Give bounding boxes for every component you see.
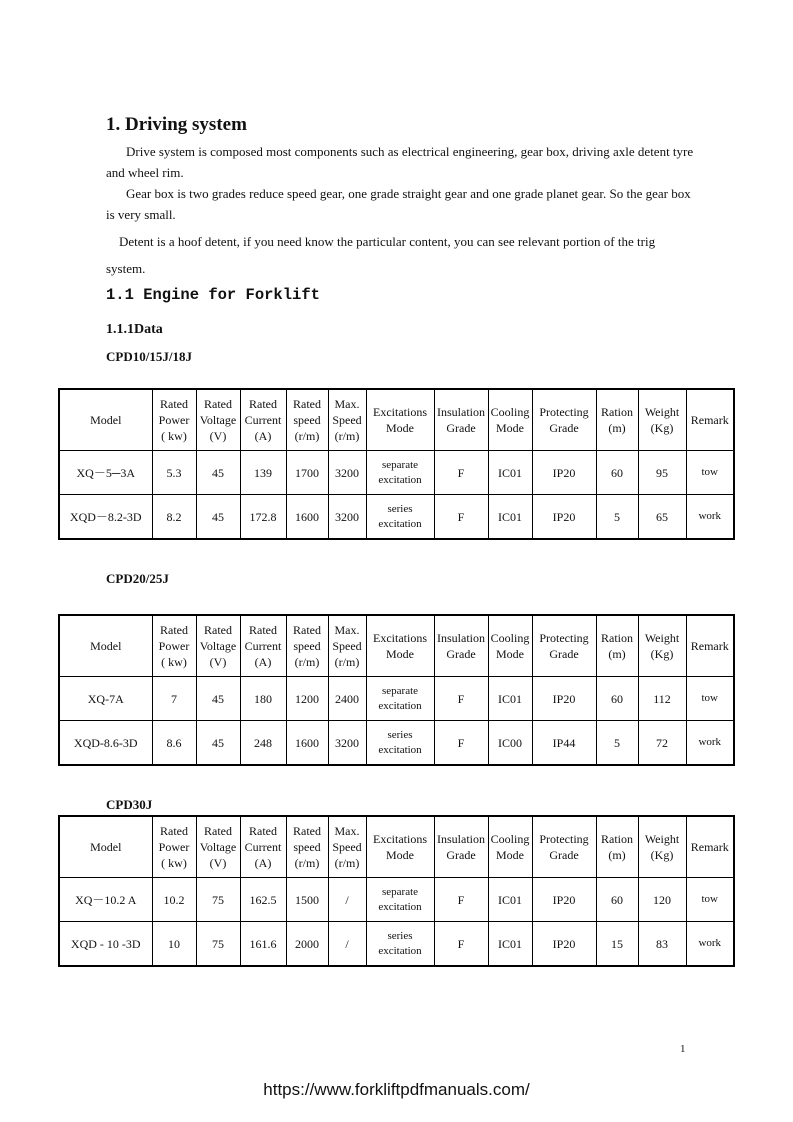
cell-power: 8.6 [152,721,196,766]
cell-ration: 60 [596,677,638,721]
cell-voltage: 75 [196,922,240,967]
header-insulation-grade: Insulation Grade [434,389,488,451]
cell-excitation: series excitation [366,922,434,967]
spec-table-cpd10 [58,388,735,540]
header-max-speed: Max. Speed (r/m) [328,615,366,677]
table-title-cpd20: CPD20/25J [106,571,169,586]
footer-url-link[interactable]: https://www.forkliftpdfmanuals.com/ [263,1080,530,1099]
header-weight: Weight (Kg) [638,816,686,878]
cell-ration: 5 [596,721,638,766]
cell-protecting: IP20 [532,677,596,721]
cell-rated-speed: 1500 [286,878,328,922]
header-cooling-mode: Cooling Mode [488,615,532,677]
cell-voltage: 75 [196,878,240,922]
header-ration: Ration (m) [596,816,638,878]
page-number: 1 [680,1043,686,1055]
cell-power: 10 [152,922,196,967]
cell-model: XQD－8.2-3D [59,495,152,540]
table-row [59,677,734,721]
cell-remark: tow [686,677,734,721]
cell-max-speed: 3200 [328,495,366,540]
header-rated-voltage: Rated Voltage (V) [196,389,240,451]
cell-weight: 65 [638,495,686,540]
cell-weight: 83 [638,922,686,967]
cell-excitation: series excitation [366,721,434,766]
cell-max-speed: 3200 [328,721,366,766]
header-rated-current: Rated Current (A) [240,389,286,451]
cell-protecting: IP20 [532,922,596,967]
cell-weight: 72 [638,721,686,766]
cell-power: 8.2 [152,495,196,540]
cell-power: 5.3 [152,451,196,495]
header-rated-speed: Rated speed (r/m) [286,816,328,878]
cell-model: XQ－5─3A [59,451,152,495]
cell-model: XQ－10.2 A [59,878,152,922]
cell-cooling: IC01 [488,451,532,495]
cell-rated-speed: 1600 [286,721,328,766]
cell-insulation: F [434,878,488,922]
cell-current: 162.5 [240,878,286,922]
cell-insulation: F [434,677,488,721]
paragraph-detent: Detent is a hoof detent, if you need know the particular content, you can see relevant portion of the trig system. [106,234,656,276]
header-insulation-grade: Insulation Grade [434,615,488,677]
cell-cooling: IC01 [488,922,532,967]
cell-excitation: series excitation [366,495,434,540]
cell-current: 172.8 [240,495,286,540]
cell-remark: tow [686,878,734,922]
header-max-speed: Max. Speed (r/m) [328,816,366,878]
cell-insulation: F [434,721,488,766]
spec-table-cpd20 [58,614,735,766]
header-model: Model [59,615,152,677]
cell-power: 10.2 [152,878,196,922]
header-rated-speed: Rated speed (r/m) [286,389,328,451]
header-rated-current: Rated Current (A) [240,816,286,878]
header-remark: Remark [686,615,734,677]
table-header-row [59,389,734,451]
header-weight: Weight (Kg) [638,389,686,451]
table-row [59,922,734,967]
header-ration: Ration (m) [596,389,638,451]
cell-insulation: F [434,922,488,967]
cell-power: 7 [152,677,196,721]
cell-cooling: IC00 [488,721,532,766]
cell-remark: tow [686,451,734,495]
table-header-row [59,615,734,677]
header-protecting-grade: Protecting Grade [532,389,596,451]
table-row [59,721,734,766]
cell-ration: 60 [596,451,638,495]
cell-ration: 15 [596,922,638,967]
header-protecting-grade: Protecting Grade [532,615,596,677]
header-weight: Weight (Kg) [638,615,686,677]
cell-excitation: separate excitation [366,677,434,721]
table-header-row [59,816,734,878]
cell-rated-speed: 1600 [286,495,328,540]
paragraph-gear-box: Gear box is two grades reduce speed gear, one grade straight gear and one grade planet gear. So the gear box is very small. [106,186,691,222]
cell-excitation: separate excitation [366,878,434,922]
header-insulation-grade: Insulation Grade [434,816,488,878]
header-remark: Remark [686,816,734,878]
cell-current: 161.6 [240,922,286,967]
header-excitations-mode: Excitations Mode [366,615,434,677]
cell-insulation: F [434,495,488,540]
subsubsection-title: 1.1.1Data [106,322,163,337]
cell-current: 139 [240,451,286,495]
header-rated-voltage: Rated Voltage (V) [196,615,240,677]
cell-current: 248 [240,721,286,766]
cell-model: XQD-8.6-3D [59,721,152,766]
cell-voltage: 45 [196,677,240,721]
cell-remark: work [686,922,734,967]
cell-protecting: IP20 [532,495,596,540]
cell-cooling: IC01 [488,495,532,540]
cell-max-speed: 2400 [328,677,366,721]
header-excitations-mode: Excitations Mode [366,389,434,451]
cell-remark: work [686,721,734,766]
cell-max-speed: 3200 [328,451,366,495]
header-protecting-grade: Protecting Grade [532,816,596,878]
cell-cooling: IC01 [488,878,532,922]
header-rated-current: Rated Current (A) [240,615,286,677]
header-max-speed: Max. Speed (r/m) [328,389,366,451]
table-title-cpd10: CPD10/15J/18J [106,349,192,364]
spec-table-cpd30 [58,815,735,967]
cell-ration: 5 [596,495,638,540]
paragraph-drive-system: Drive system is composed most components such as electrical engineering, gear box, driving axle detent tyre and wheel rim. [106,144,694,180]
cell-excitation: separate excitation [366,451,434,495]
header-model: Model [59,389,152,451]
cell-rated-speed: 1700 [286,451,328,495]
header-rated-power: Rated Power ( kw) [152,615,196,677]
cell-protecting: IP20 [532,878,596,922]
header-cooling-mode: Cooling Mode [488,389,532,451]
table-row [59,495,734,540]
header-rated-power: Rated Power ( kw) [152,389,196,451]
header-rated-voltage: Rated Voltage (V) [196,816,240,878]
header-excitations-mode: Excitations Mode [366,816,434,878]
cell-voltage: 45 [196,451,240,495]
cell-weight: 120 [638,878,686,922]
cell-voltage: 45 [196,721,240,766]
table-title-cpd30: CPD30J [106,797,153,812]
header-remark: Remark [686,389,734,451]
header-rated-speed: Rated speed (r/m) [286,615,328,677]
cell-rated-speed: 1200 [286,677,328,721]
table-row [59,451,734,495]
cell-insulation: F [434,451,488,495]
cell-protecting: IP44 [532,721,596,766]
section-title: 1. Driving system [106,114,247,135]
header-rated-power: Rated Power ( kw) [152,816,196,878]
cell-rated-speed: 2000 [286,922,328,967]
header-ration: Ration (m) [596,615,638,677]
cell-current: 180 [240,677,286,721]
subsection-title: 1.1 Engine for Forklift [106,286,320,304]
cell-weight: 112 [638,677,686,721]
cell-model: XQD - 10 -3D [59,922,152,967]
cell-ration: 60 [596,878,638,922]
cell-model: XQ-7A [59,677,152,721]
cell-max-speed: / [328,922,366,967]
header-model: Model [59,816,152,878]
cell-voltage: 45 [196,495,240,540]
cell-remark: work [686,495,734,540]
cell-protecting: IP20 [532,451,596,495]
cell-max-speed: / [328,878,366,922]
header-cooling-mode: Cooling Mode [488,816,532,878]
table-row [59,878,734,922]
cell-cooling: IC01 [488,677,532,721]
cell-weight: 95 [638,451,686,495]
